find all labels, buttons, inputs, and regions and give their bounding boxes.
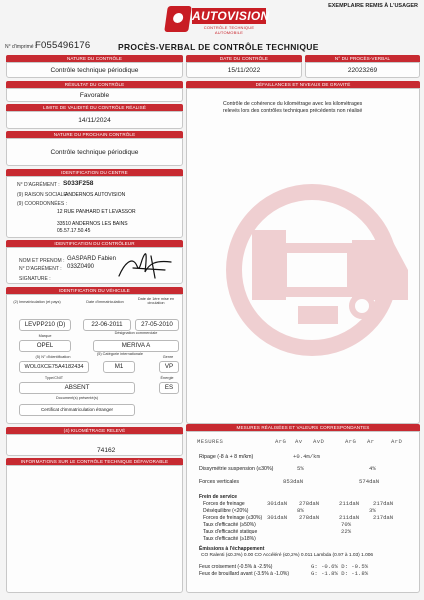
freinage-v1: 301daN	[267, 500, 288, 507]
center-box	[6, 176, 183, 238]
center-phone: 05.57.17.50.45	[57, 228, 91, 234]
freinage-v2: 278daN	[299, 500, 320, 507]
brand-field: OPEL	[19, 340, 71, 352]
imprime-number: F055496176	[35, 40, 91, 51]
nature-box	[6, 62, 183, 78]
next-control-value: Contrôle technique périodique	[50, 149, 139, 156]
freinage-v4: 217daN	[373, 500, 394, 507]
vin-field: WOL0XCE75A4182434	[19, 361, 89, 373]
defects-line-1: Contrôle de cohérence du kilométrage avec les kilométrages	[223, 101, 363, 107]
next-control-header: NATURE DU PROCHAIN CONTRÔLE	[6, 131, 183, 138]
measurements-box	[186, 431, 420, 593]
next-control-box	[6, 138, 183, 166]
energy-label: Énergie	[160, 376, 174, 380]
type-label: Type/CNIT	[44, 376, 64, 380]
center-raison-value: ANDERNOS AUTOVISION	[65, 192, 126, 198]
unfavorable-box	[6, 465, 183, 593]
inspector-name-label: NOM ET PRENOM :	[19, 258, 65, 264]
odometer-value: 74162	[97, 447, 116, 454]
vin-label: (5) N° d'identification	[35, 355, 71, 359]
model-label: Désignation commerciale	[114, 331, 158, 335]
documents-field: Certificat d'immatriculation étranger	[19, 404, 135, 416]
head-col-1: ArG	[275, 438, 287, 445]
measurements-header: MESURES RÉALISÉES ET VALEURS CORRESPONDANTES	[186, 424, 420, 431]
desequilibre-label: Déséquilibre (<20%)	[203, 508, 249, 514]
autovision-logo	[166, 6, 270, 35]
pv-number-box	[305, 62, 420, 78]
feux-brouillard-label: Feux de brouillard avant (-3.5% à -1.0%)	[199, 571, 290, 577]
head-col-2: Av	[295, 438, 303, 445]
feux-croisement-value: G: -0.6% D: -0.5%	[311, 563, 369, 570]
forces-ar: 574daN	[359, 478, 380, 485]
head-col-6: ArD	[391, 438, 403, 445]
vehicle-header: IDENTIFICATION DU VÉHICULE	[6, 287, 183, 294]
inspector-signature	[115, 248, 175, 282]
defects-line-2: relevés lors des contrôles techniques précédents non réalisé	[223, 108, 363, 114]
dissym-av: 5%	[297, 465, 304, 472]
autovision-seal-watermark	[212, 170, 422, 380]
desequilibre-av: 8%	[297, 507, 304, 514]
head-col-4: ArG	[345, 438, 357, 445]
document-title: PROCÈS-VERBAL DE CONTRÔLE TECHNIQUE	[118, 42, 319, 52]
result-box	[6, 88, 183, 102]
measurements-head-title: MESURES	[197, 438, 224, 445]
inspector-name-value: GASPARD Fabien	[67, 256, 116, 262]
center-coords-label: (9) COORDONNÉES :	[17, 201, 68, 207]
freinage2-v3: 211daN	[339, 514, 360, 521]
emissions-values: CO Ralenti (≤0.3%) 0.00 CO Accéléré (≤0,2%) 0.011 Lambda (0.97 à 1.03) 1.006	[201, 553, 374, 558]
inspector-agrement-value: 033Z0490	[67, 264, 95, 270]
freinage2-v1: 301daN	[267, 514, 288, 521]
taux-stat-value: 22%	[341, 528, 352, 535]
first-reg-field: 22-06-2011	[83, 319, 131, 331]
freinage-label: Forces de freinage	[203, 501, 245, 507]
category-label: (5) Catégorie internationale	[96, 352, 143, 356]
reg-field: LEVPP210 (D)	[19, 319, 71, 331]
validity-header: LIMITE DE VALIDITÉ DU CONTRÔLE RÉALISÉ	[6, 104, 183, 111]
odometer-box	[6, 434, 183, 456]
result-header: RÉSULTAT DU CONTRÔLE	[6, 81, 183, 88]
center-agrement-value: S033F258	[63, 180, 94, 187]
first-reg-label: Date d'immatriculation	[86, 300, 124, 304]
validity-value: 14/11/2024	[78, 117, 111, 124]
feux-croisement-label: Feux croisement (-0.5% à -2.5%)	[199, 564, 273, 570]
odometer-header: (4) KILOMÉTRAGE RELEVÉ	[6, 427, 183, 434]
freinage-v3: 211daN	[339, 500, 360, 507]
date-box	[186, 62, 302, 78]
dissym-ar: 4%	[369, 465, 376, 472]
date-header: DATE DU CONTRÔLE	[186, 55, 302, 62]
ripage-value: +0.4m/km	[293, 453, 320, 460]
date-value: 15/11/2022	[227, 67, 261, 74]
freinage2-v2: 278daN	[299, 514, 320, 521]
validity-box	[6, 111, 183, 129]
freinage2-label: Forces de freinage (≤30%)	[203, 515, 263, 521]
first-circ-field: 27-05-2010	[135, 319, 179, 331]
inspector-header: IDENTIFICATION DU CONTRÔLEUR	[6, 240, 183, 247]
documents-label: Document(s) présenté(s)	[56, 396, 98, 400]
first-circ-label: Date de 1ère mise en circulation	[137, 297, 175, 305]
brand-name: AUTOVISION	[192, 9, 270, 23]
energy-field: ES	[159, 382, 179, 394]
forces-label: Forces verticales	[199, 479, 240, 485]
pv-number-value: 22023269	[347, 67, 378, 74]
efficacite-value: 70%	[341, 521, 352, 528]
result-value: Favorable	[79, 92, 110, 99]
center-agrement-label: N° D'AGRÉMENT :	[17, 182, 60, 188]
head-col-5: Ar	[367, 438, 375, 445]
center-address-2: 33510 ANDERNOS LES BAINS	[57, 221, 128, 227]
taux-stat-label: Taux d'efficacité statique	[203, 529, 258, 535]
feux-brouillard-value: G: -1.8% D: -1.8%	[311, 570, 369, 577]
ripage-label: Ripage (-8 à + 8 m/km)	[199, 454, 254, 460]
reg-label: (2) Immatriculation (et pays)	[13, 300, 61, 304]
defects-header: DÉFAILLANCES ET NIVEAUX DE GRAVITÉ	[186, 81, 420, 88]
desequilibre-ar: 3%	[369, 507, 376, 514]
forces-av: 853daN	[283, 478, 304, 485]
efficacite-label: Taux d'efficacité (≥50%)	[203, 522, 256, 528]
dissym-label: Dissymétrie suspension (≤30%)	[199, 466, 274, 472]
center-raison-label: (9) RAISON SOCIALE :	[17, 192, 70, 198]
pv-number-header: N° DU PROCÈS-VERBAL	[305, 55, 420, 62]
frein-service-label: Frein de service	[199, 494, 238, 500]
nature-value: Contrôle technique périodique	[50, 67, 139, 74]
taux-label: Taux d'efficacité (≥18%)	[203, 536, 256, 542]
inspector-box	[6, 247, 183, 284]
center-address-1: 12 RUE PANHARD ET LEVASSOR	[57, 209, 136, 215]
inspector-signature-label: SIGNATURE :	[19, 276, 51, 282]
nature-header: NATURE DU CONTRÔLE	[6, 55, 183, 62]
genre-label: Genre	[162, 355, 174, 359]
unfavorable-header: INFORMATIONS SUR LE CONTRÔLE TECHNIQUE DÉFAVORABLE	[6, 458, 183, 465]
freinage2-v4: 217daN	[373, 514, 394, 521]
brand-tagline: CONTRÔLE TECHNIQUE AUTOMOBILE	[203, 25, 255, 35]
genre-field: VP	[159, 361, 179, 373]
brand-label: Marque	[38, 334, 52, 338]
inspector-agrement-label: N° D'AGRÉMENT :	[19, 266, 62, 272]
copy-tag: EXEMPLAIRE REMIS À L'USAGER	[328, 3, 418, 9]
center-header: IDENTIFICATION DU CENTRE	[6, 169, 183, 176]
imprime-label: N° d'imprimé :	[5, 44, 37, 50]
category-field: M1	[103, 361, 135, 373]
head-col-3: AvD	[313, 438, 325, 445]
model-field: MERIVA A	[93, 340, 179, 352]
emissions-label: Émissions à l'échappement	[199, 546, 265, 552]
vehicle-box	[6, 294, 183, 424]
type-field: ABSENT	[19, 382, 135, 394]
logo-mark-icon	[164, 6, 192, 32]
